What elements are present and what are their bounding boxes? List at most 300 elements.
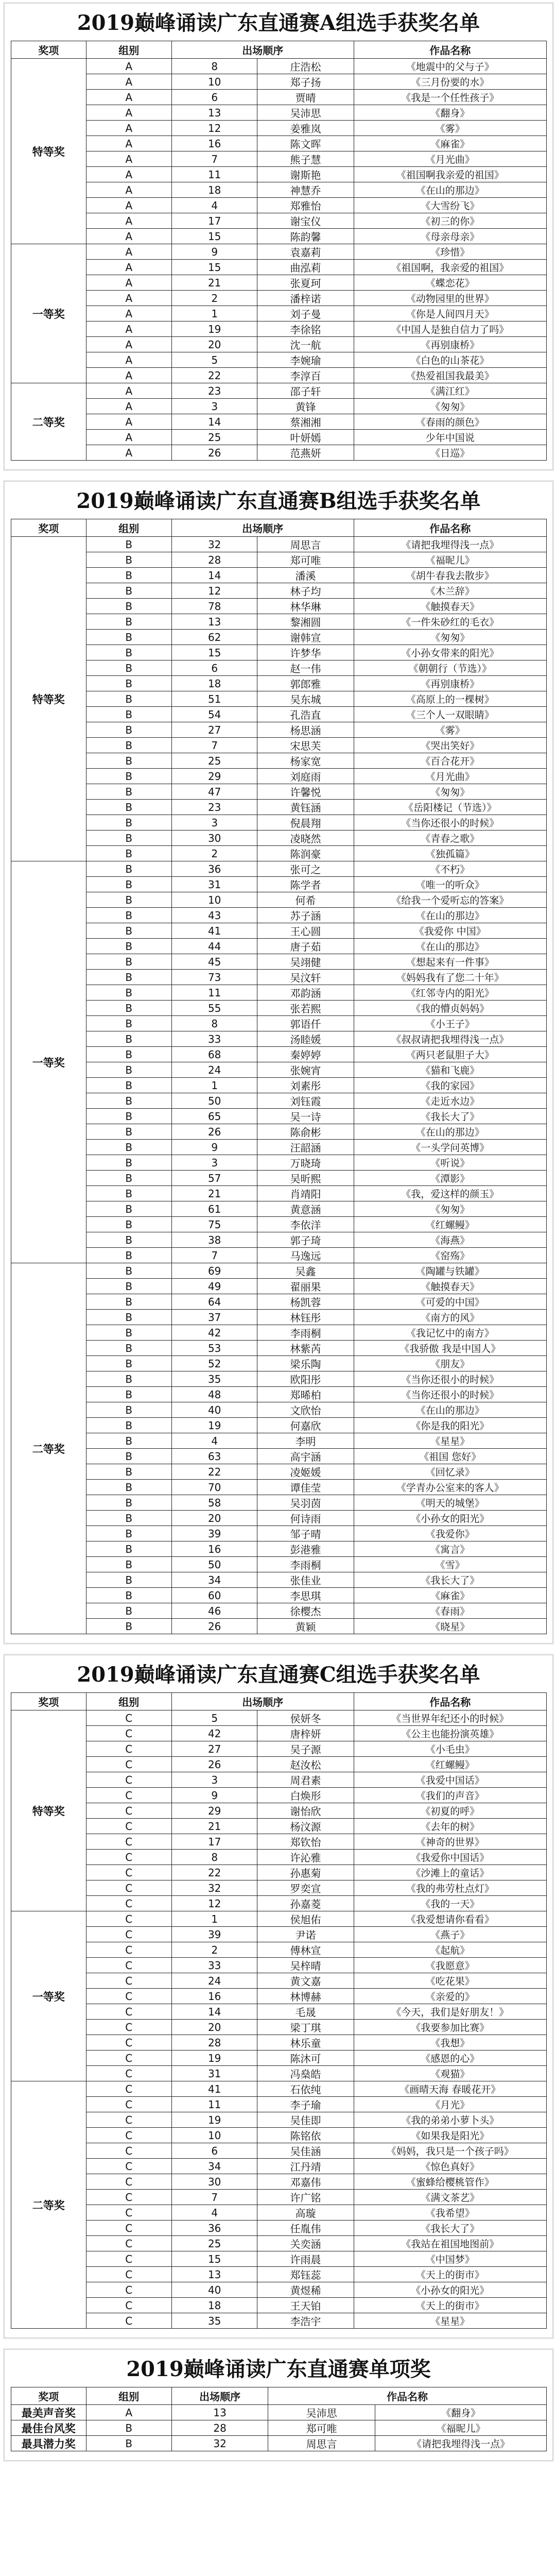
order-cell: 26 [172,445,257,461]
name-cell: 孙惠菊 [257,1865,354,1880]
work-cell: 《月光曲》 [354,769,547,784]
name-cell: 周思言 [257,537,354,552]
name-cell: 林子均 [257,583,354,599]
name-cell: 侯旭佑 [257,1911,354,1927]
group-cell: B [86,1588,172,1603]
work-cell: 《你是我的阳光》 [354,1418,547,1433]
name-cell: 陈铭依 [257,2128,354,2143]
name-cell: 李明 [257,1433,354,1449]
name-cell: 吴一诗 [257,1109,354,1124]
work-cell: 《三月份要的水》 [354,74,547,90]
order-cell: 13 [172,105,257,121]
section-title: 2019巅峰诵读广东直通赛单项奖 [126,2357,431,2381]
order-cell: 13 [172,614,257,630]
order-cell: 4 [172,2205,257,2221]
work-cell: 《妈妈，我只是一个孩子吗》 [354,2143,547,2159]
name-cell: 陈沐可 [257,2050,354,2066]
group-cell: B [86,1062,172,1078]
order-cell: 44 [172,939,257,954]
prize-label: 一等奖 [11,244,86,383]
prize-label: 一等奖 [11,861,86,1263]
order-cell: 37 [172,1310,257,1325]
order-cell: 9 [172,1140,257,1155]
group-cell: B [86,1371,172,1387]
group-cell: B [86,599,172,614]
group-cell: C [86,2174,172,2190]
order-cell: 12 [172,583,257,599]
column-header: 组别 [86,41,172,59]
name-cell: 李思琪 [257,1588,354,1603]
group-cell: C [86,2066,172,2081]
group-cell: C [86,1788,172,1803]
work-cell: 《我的弗劳杜点灯》 [354,1880,547,1896]
group-cell: B [86,1572,172,1588]
group-cell: B [86,753,172,769]
name-cell: 侯妍冬 [257,1710,354,1726]
name-cell: 周思言 [268,2436,375,2451]
group-cell: A [86,260,172,275]
group-cell: C [86,2020,172,2035]
group-cell: C [86,1850,172,1865]
order-cell: 7 [172,2190,257,2205]
group-cell: B [86,1541,172,1557]
work-cell: 《我爱你》 [354,1526,547,1541]
name-cell: 刘庭雨 [257,769,354,784]
name-cell: 吴东城 [257,691,354,707]
work-cell: 《蜜蜂给樱桃管作》 [354,2174,547,2190]
group-cell: A [86,90,172,105]
order-cell: 20 [172,1511,257,1526]
group-cell: B [86,877,172,892]
work-cell: 《福昵儿》 [354,552,547,568]
work-cell: 《我，爱这样的颜玉》 [354,1186,547,1201]
order-cell: 6 [172,90,257,105]
group-cell: B [86,923,172,939]
group-cell: A [86,151,172,167]
work-cell: 《高原上的一棵树》 [354,691,547,707]
order-cell: 29 [172,769,257,784]
name-cell: 毛晟 [257,2004,354,2020]
order-cell: 39 [172,1927,257,1942]
order-cell: 2 [172,846,257,861]
name-cell: 张可之 [257,861,354,877]
group-cell: B [86,738,172,753]
name-cell: 李婉瑜 [257,352,354,368]
name-cell: 孔浩直 [257,707,354,722]
order-cell: 51 [172,691,257,707]
section-title: 2019巅峰诵读广东直通赛A组选手获奖名单 [77,11,480,35]
work-cell: 《春雨》 [354,1603,547,1619]
order-cell: 15 [172,260,257,275]
group-cell: C [86,2112,172,2128]
work-cell: 《中国人是独自信力了吗》 [354,321,547,337]
work-cell: 《月光》 [354,2097,547,2112]
order-cell: 27 [172,1741,257,1757]
name-cell: 罗奕宣 [257,1880,354,1896]
work-cell: 《当你还很小的时候》 [354,1371,547,1387]
group-cell: B [86,660,172,676]
name-cell: 范燕妍 [257,445,354,461]
group-cell: B [86,1201,172,1217]
order-cell: 33 [172,1958,257,1973]
prize-label: 特等奖 [11,537,86,861]
order-cell: 1 [172,1911,257,1927]
column-header: 出场顺序 [172,2387,268,2405]
group-cell: B [86,1387,172,1402]
name-cell: 吴佳涵 [257,2143,354,2159]
order-cell: 4 [172,1433,257,1449]
name-cell: 李子瑜 [257,2097,354,2112]
name-cell: 叶妍嫣 [257,430,354,445]
group-cell: B [86,1093,172,1109]
order-cell: 28 [172,552,257,568]
order-cell: 20 [172,337,257,352]
work-cell: 《匆匆》 [354,784,547,800]
order-cell: 1 [172,306,257,321]
group-cell: A [86,213,172,229]
order-cell: 17 [172,213,257,229]
name-cell: 许雨晨 [257,2251,354,2267]
work-cell: 《吃花果》 [354,1973,547,1989]
name-cell: 林华琳 [257,599,354,614]
order-cell: 7 [172,1248,257,1263]
order-cell: 18 [172,182,257,198]
name-cell: 郑可唯 [268,2420,375,2436]
group-cell: B [86,2436,172,2451]
work-cell: 《我想》 [354,2035,547,2050]
name-cell: 杨凯蓉 [257,1294,354,1310]
order-cell: 78 [172,599,257,614]
order-cell: 12 [172,1896,257,1911]
order-cell: 25 [172,430,257,445]
order-cell: 3 [172,1155,257,1171]
work-cell: 《我愿意》 [354,1958,547,1973]
group-cell: C [86,2282,172,2298]
order-cell: 24 [172,1973,257,1989]
group-cell: C [86,1803,172,1819]
group-cell: B [86,645,172,660]
work-cell: 《在山的那边》 [354,908,547,923]
group-cell: B [86,1433,172,1449]
work-cell: 《感恩的心》 [354,2050,547,2066]
work-cell: 《不朽》 [354,861,547,877]
order-cell: 6 [172,660,257,676]
name-cell: 宋思芙 [257,738,354,753]
work-cell: 《回忆录》 [354,1464,547,1480]
group-cell: B [86,1001,172,1016]
order-cell: 62 [172,630,257,645]
group-cell: A [86,136,172,151]
order-cell: 16 [172,1541,257,1557]
order-cell: 5 [172,1710,257,1726]
name-cell: 郭郎雅 [257,676,354,691]
work-cell: 《满文茶艺》 [354,2190,547,2205]
group-cell: C [86,2081,172,2097]
name-cell: 郑晞柏 [257,1387,354,1402]
work-cell: 《我的一天》 [354,1896,547,1911]
work-cell: 《南方的风》 [354,1310,547,1325]
group-cell: B [86,1619,172,1634]
work-cell: 《妈妈我有了您二十年》 [354,970,547,985]
prize-label: 二等奖 [11,383,86,461]
order-cell: 53 [172,1341,257,1356]
work-cell: 《画晴天海 春暖花开》 [354,2081,547,2097]
name-cell: 梁丁琪 [257,2020,354,2035]
work-cell: 《翻身》 [354,105,547,121]
order-cell: 17 [172,1834,257,1850]
order-cell: 30 [172,831,257,846]
work-cell: 《白色的山茶花》 [354,352,547,368]
name-cell: 杨思涵 [257,722,354,738]
work-cell: 《麻雀》 [354,136,547,151]
order-cell: 69 [172,1263,257,1279]
name-cell: 林钰彤 [257,1310,354,1325]
group-cell: B [86,2420,172,2436]
work-cell: 《你是人间四月天》 [354,306,547,321]
column-header: 奖项 [11,1693,86,1710]
group-cell: A [86,167,172,182]
work-cell: 《雪》 [354,1557,547,1572]
name-cell: 熊子慧 [257,151,354,167]
order-cell: 28 [172,2420,268,2436]
order-cell: 3 [172,1772,257,1788]
work-cell: 《我爱中国话》 [354,1772,547,1788]
group-cell: B [86,1186,172,1201]
name-cell: 文欣怡 [257,1402,354,1418]
order-cell: 32 [172,2436,268,2451]
prize-label: 一等奖 [11,1911,86,2081]
work-cell: 《叔叔请把我埋得浅一点》 [354,1031,547,1047]
group-cell: A [86,337,172,352]
column-header: 出场顺序 [172,519,354,537]
column-header: 组别 [86,519,172,537]
order-cell: 3 [172,399,257,414]
group-cell: B [86,1341,172,1356]
group-cell: A [86,121,172,136]
group-cell: B [86,552,172,568]
order-cell: 65 [172,1109,257,1124]
name-cell: 许馨悦 [257,784,354,800]
name-cell: 黄文嘉 [257,1973,354,1989]
name-cell: 吴梓晴 [257,1958,354,1973]
group-cell: A [86,368,172,383]
name-cell: 苏子涵 [257,908,354,923]
work-cell: 《热爱祖国我最美》 [354,368,547,383]
group-cell: C [86,2035,172,2050]
name-cell: 吴佳即 [257,2112,354,2128]
work-cell: 《潭影》 [354,1171,547,1186]
section-c [4,1655,553,2338]
order-cell: 22 [172,1464,257,1480]
group-cell: B [86,1511,172,1526]
work-cell: 《燕子》 [354,1927,547,1942]
order-cell: 25 [172,753,257,769]
order-cell: 55 [172,1001,257,1016]
group-cell: A [86,229,172,244]
name-cell: 何诗雨 [257,1511,354,1526]
order-cell: 10 [172,892,257,908]
group-cell: C [86,2143,172,2159]
work-cell: 《独孤篇》 [354,846,547,861]
work-cell: 《初夏的呼》 [354,1803,547,1819]
work-cell: 《胡牛春我去散步》 [354,568,547,583]
work-cell: 《百合花开》 [354,753,547,769]
column-header: 作品名称 [354,1693,547,1710]
group-cell: A [86,2405,172,2420]
name-cell: 何希 [257,892,354,908]
order-cell: 11 [172,2097,257,2112]
order-cell: 64 [172,1294,257,1310]
work-cell: 《当你还很小的时候》 [354,1387,547,1402]
order-cell: 73 [172,970,257,985]
name-cell: 吴昕熙 [257,1171,354,1186]
name-cell: 李徐铭 [257,321,354,337]
order-cell: 32 [172,537,257,552]
work-cell: 《小毛虫》 [354,1741,547,1757]
work-cell: 《请把我埋得浅一点》 [354,537,547,552]
work-cell: 《我长大了》 [354,1572,547,1588]
order-cell: 5 [172,352,257,368]
group-cell: B [86,1526,172,1541]
work-cell: 《如果我是阳光》 [354,2128,547,2143]
work-cell: 《岳阳楼记（节选）》 [354,800,547,815]
order-cell: 27 [172,722,257,738]
name-cell: 吴翊健 [257,954,354,970]
group-cell: B [86,1263,172,1279]
award-cell: 最美声音奖 [11,2405,86,2420]
order-cell: 21 [172,1186,257,1201]
name-cell: 张婉宵 [257,1062,354,1078]
group-cell: C [86,2097,172,2112]
order-cell: 34 [172,2159,257,2174]
work-cell: 《我是一个任性孩子》 [354,90,547,105]
order-cell: 43 [172,908,257,923]
winners-table [11,2387,547,2451]
work-cell: 《学青办公室来的客人》 [354,1480,547,1495]
name-cell: 郭语仟 [257,1016,354,1031]
name-cell: 潘溪 [257,568,354,583]
group-cell: B [86,1402,172,1418]
work-cell: 《再别康桥》 [354,676,547,691]
order-cell: 12 [172,121,257,136]
work-cell: 《翻身》 [375,2405,547,2420]
work-cell: 《雾》 [354,722,547,738]
work-cell: 《我的弟弟小萝卜头》 [354,2112,547,2128]
order-cell: 36 [172,861,257,877]
work-cell: 《亲爱的》 [354,1989,547,2004]
name-cell: 陈韵馨 [257,229,354,244]
work-cell: 《我的懵贞妈妈》 [354,1001,547,1016]
work-cell: 《朝朝行（节选）》 [354,660,547,676]
order-cell: 8 [172,59,257,74]
group-cell: B [86,1310,172,1325]
work-cell: 《朋友》 [354,1356,547,1371]
group-cell: C [86,1958,172,1973]
order-cell: 40 [172,2282,257,2298]
group-cell: B [86,1603,172,1619]
name-cell: 吴鑫 [257,1263,354,1279]
section-title: 2019巅峰诵读广东直通赛B组选手获奖名单 [76,489,481,513]
name-cell: 高宇涵 [257,1449,354,1464]
name-cell: 赵汝松 [257,1757,354,1772]
group-cell: A [86,182,172,198]
work-cell: 《祖国啊，我亲爱的祖国》 [354,260,547,275]
order-cell: 23 [172,800,257,815]
group-cell: A [86,383,172,399]
name-cell: 刘钰霞 [257,1093,354,1109]
work-cell: 《观猫》 [354,2066,547,2081]
group-cell: C [86,2050,172,2066]
order-cell: 39 [172,1526,257,1541]
group-cell: B [86,1109,172,1124]
order-cell: 45 [172,954,257,970]
work-cell: 《大雪纷飞》 [354,198,547,213]
name-cell: 何嘉欣 [257,1418,354,1433]
order-cell: 2 [172,291,257,306]
name-cell: 黄颖 [257,1619,354,1634]
order-cell: 9 [172,244,257,260]
name-cell: 凌姬媛 [257,1464,354,1480]
group-cell: B [86,815,172,831]
group-cell: B [86,892,172,908]
group-cell: B [86,861,172,877]
work-cell: 《我长大了》 [354,2221,547,2236]
group-cell: B [86,1016,172,1031]
group-cell: B [86,1294,172,1310]
order-cell: 50 [172,1557,257,1572]
work-cell: 《给我一个爱听忘的答案》 [354,892,547,908]
work-cell: 《我骄傲 我是中国人》 [354,1341,547,1356]
group-cell: B [86,722,172,738]
group-cell: B [86,1232,172,1248]
name-cell: 汪韶涵 [257,1140,354,1155]
name-cell: 吴子源 [257,1741,354,1757]
name-cell: 李浩宇 [257,2313,354,2329]
group-cell: A [86,306,172,321]
work-cell: 《我要参加比赛》 [354,2020,547,2035]
group-cell: B [86,707,172,722]
name-cell: 杨家宽 [257,753,354,769]
section-d [4,2349,553,2461]
order-cell: 75 [172,1217,257,1232]
order-cell: 14 [172,414,257,430]
group-cell: B [86,1140,172,1155]
work-cell: 《陶罐与铁罐》 [354,1263,547,1279]
order-cell: 34 [172,1572,257,1588]
order-cell: 14 [172,568,257,583]
name-cell: 刘素彤 [257,1078,354,1093]
order-cell: 30 [172,2174,257,2190]
name-cell: 邓韵涵 [257,985,354,1001]
work-cell: 《我爱你中国话》 [354,1850,547,1865]
group-cell: A [86,321,172,337]
order-cell: 7 [172,151,257,167]
work-cell: 《我们的声音》 [354,1788,547,1803]
work-cell: 《匆匆》 [354,1201,547,1217]
group-cell: C [86,2205,172,2221]
work-cell: 《珍惜》 [354,244,547,260]
award-cell: 最佳台风奖 [11,2420,86,2436]
work-cell: 《匆匆》 [354,630,547,645]
name-cell: 贾晴 [257,90,354,105]
name-cell: 白焕形 [257,1788,354,1803]
group-cell: C [86,2128,172,2143]
winners-table [11,41,547,461]
work-cell: 《中国梦》 [354,2251,547,2267]
work-cell: 《海燕》 [354,1232,547,1248]
name-cell: 谢怡欣 [257,1803,354,1819]
column-header: 出场顺序 [172,41,354,59]
